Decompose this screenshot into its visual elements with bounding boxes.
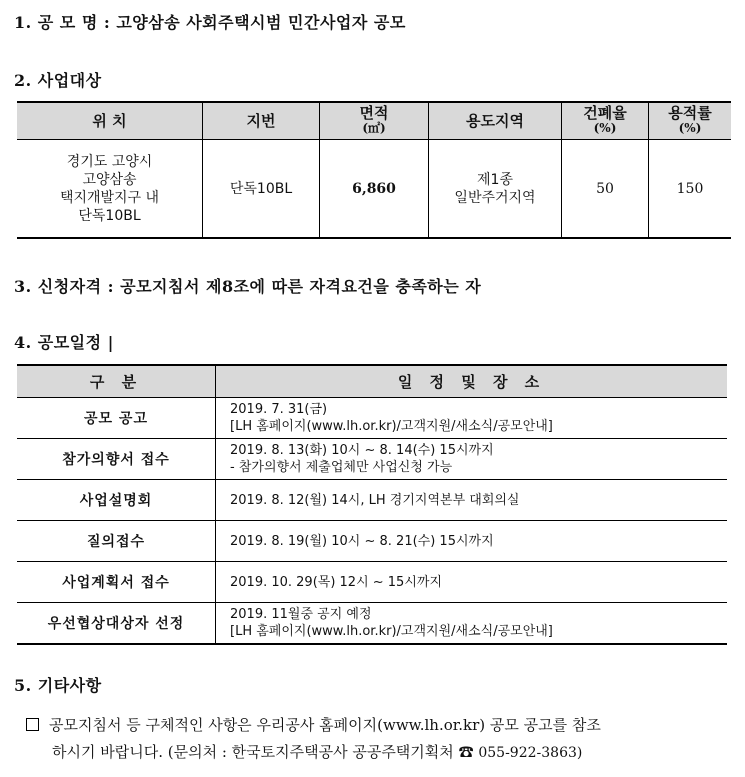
schedule-detail	[216, 398, 728, 439]
location-line: 택지개발지구 내	[59, 189, 160, 206]
header-coverage-unit: (%)	[593, 121, 617, 135]
header-area-label: 면적	[359, 104, 389, 122]
schedule-category: 공모 공고	[17, 398, 216, 439]
header-zoning: 용도지역	[429, 102, 562, 140]
checkbox-square-icon	[26, 718, 39, 731]
cell-zoning	[429, 140, 562, 239]
schedule-table	[17, 364, 727, 645]
header-category: 구 분	[17, 365, 216, 398]
cell-lot: 단독10BL	[203, 140, 320, 239]
header-area	[320, 102, 429, 140]
zoning-line: 일반주거지역	[454, 189, 536, 206]
cell-far: 150	[649, 140, 732, 239]
note-paragraph	[26, 712, 734, 767]
header-far	[649, 102, 732, 140]
detail-line: - 참가의향서 제출업체만 사업신청 가능	[230, 460, 453, 475]
header-coverage	[562, 102, 649, 140]
note-text-1: 공모지침서 등 구체적인 사항은 우리공사 홈페이지(www.lh.or.kr) 공모 공고를 참조	[49, 716, 601, 734]
table-row	[17, 439, 727, 480]
table-header-row	[17, 102, 731, 140]
note-line	[26, 739, 734, 767]
section-1-title: 1. 공 모 명 : 고양삼송 사회주택시범 민간사업자 공모	[14, 13, 406, 32]
schedule-detail	[216, 439, 728, 480]
header-lot: 지번	[203, 102, 320, 140]
zoning-line: 제1종	[477, 171, 513, 188]
section-2-title: 2. 사업대상	[14, 71, 102, 90]
detail-line: 2019. 11월중 공지 예정	[230, 607, 372, 622]
schedule-detail	[216, 521, 728, 562]
schedule-category: 사업계획서 접수	[17, 562, 216, 603]
schedule-category: 우선협상대상자 선정	[17, 603, 216, 645]
phone-icon: ☎	[458, 743, 474, 761]
schedule-detail	[216, 603, 728, 645]
table-row	[17, 140, 731, 239]
note-text-2: 하시기 바랍니다. (문의처 : 한국토지주택공사 공공주택기획처	[52, 743, 454, 761]
table-row	[17, 562, 727, 603]
schedule-category: 참가의향서 접수	[17, 439, 216, 480]
table-row	[17, 603, 727, 645]
detail-line: 2019. 8. 19(월) 10시 ~ 8. 21(수) 15시까지	[230, 533, 494, 549]
section-5-title: 5. 기타사항	[14, 676, 102, 695]
cell-area: 6,860	[320, 140, 429, 239]
business-target-table	[17, 101, 731, 239]
location-line: 고양삼송	[82, 171, 137, 188]
schedule-category: 질의접수	[17, 521, 216, 562]
location-line: 경기도 고양시	[66, 153, 153, 170]
schedule-detail	[216, 480, 728, 521]
phone-number: 055-922-3863)	[478, 745, 583, 761]
detail-line: 2019. 7. 31(금)	[230, 402, 328, 417]
header-location: 위 치	[17, 102, 203, 140]
table-row	[17, 480, 727, 521]
section-4-title: 4. 공모일정 |	[14, 333, 114, 352]
schedule-category: 사업설명회	[17, 480, 216, 521]
table-header-row	[17, 365, 727, 398]
schedule-detail	[216, 562, 728, 603]
detail-line: 2019. 8. 13(화) 10시 ~ 8. 14(수) 15시까지	[230, 443, 494, 458]
detail-line: [LH 홈페이지(www.lh.or.kr)/고객지원/새소식/공모안내]	[230, 624, 553, 639]
detail-line: 2019. 8. 12(월) 14시, LH 경기지역본부 대회의실	[230, 492, 520, 508]
header-far-label: 용적률	[668, 104, 712, 122]
header-area-unit: (㎡)	[362, 121, 386, 135]
header-far-unit: (%)	[678, 121, 702, 135]
cell-coverage: 50	[562, 140, 649, 239]
detail-line: [LH 홈페이지(www.lh.or.kr)/고객지원/새소식/공모안내]	[230, 419, 553, 434]
note-line	[26, 712, 734, 739]
section-3-title: 3. 신청자격 : 공모지침서 제8조에 따른 자격요건을 충족하는 자	[14, 277, 482, 296]
table-row	[17, 521, 727, 562]
header-coverage-label: 건폐율	[583, 104, 627, 122]
header-detail: 일 정 및 장 소	[216, 365, 728, 398]
location-line: 단독10BL	[78, 207, 141, 224]
cell-location	[17, 140, 203, 239]
table-row	[17, 398, 727, 439]
detail-line: 2019. 10. 29(목) 12시 ~ 15시까지	[230, 574, 443, 590]
